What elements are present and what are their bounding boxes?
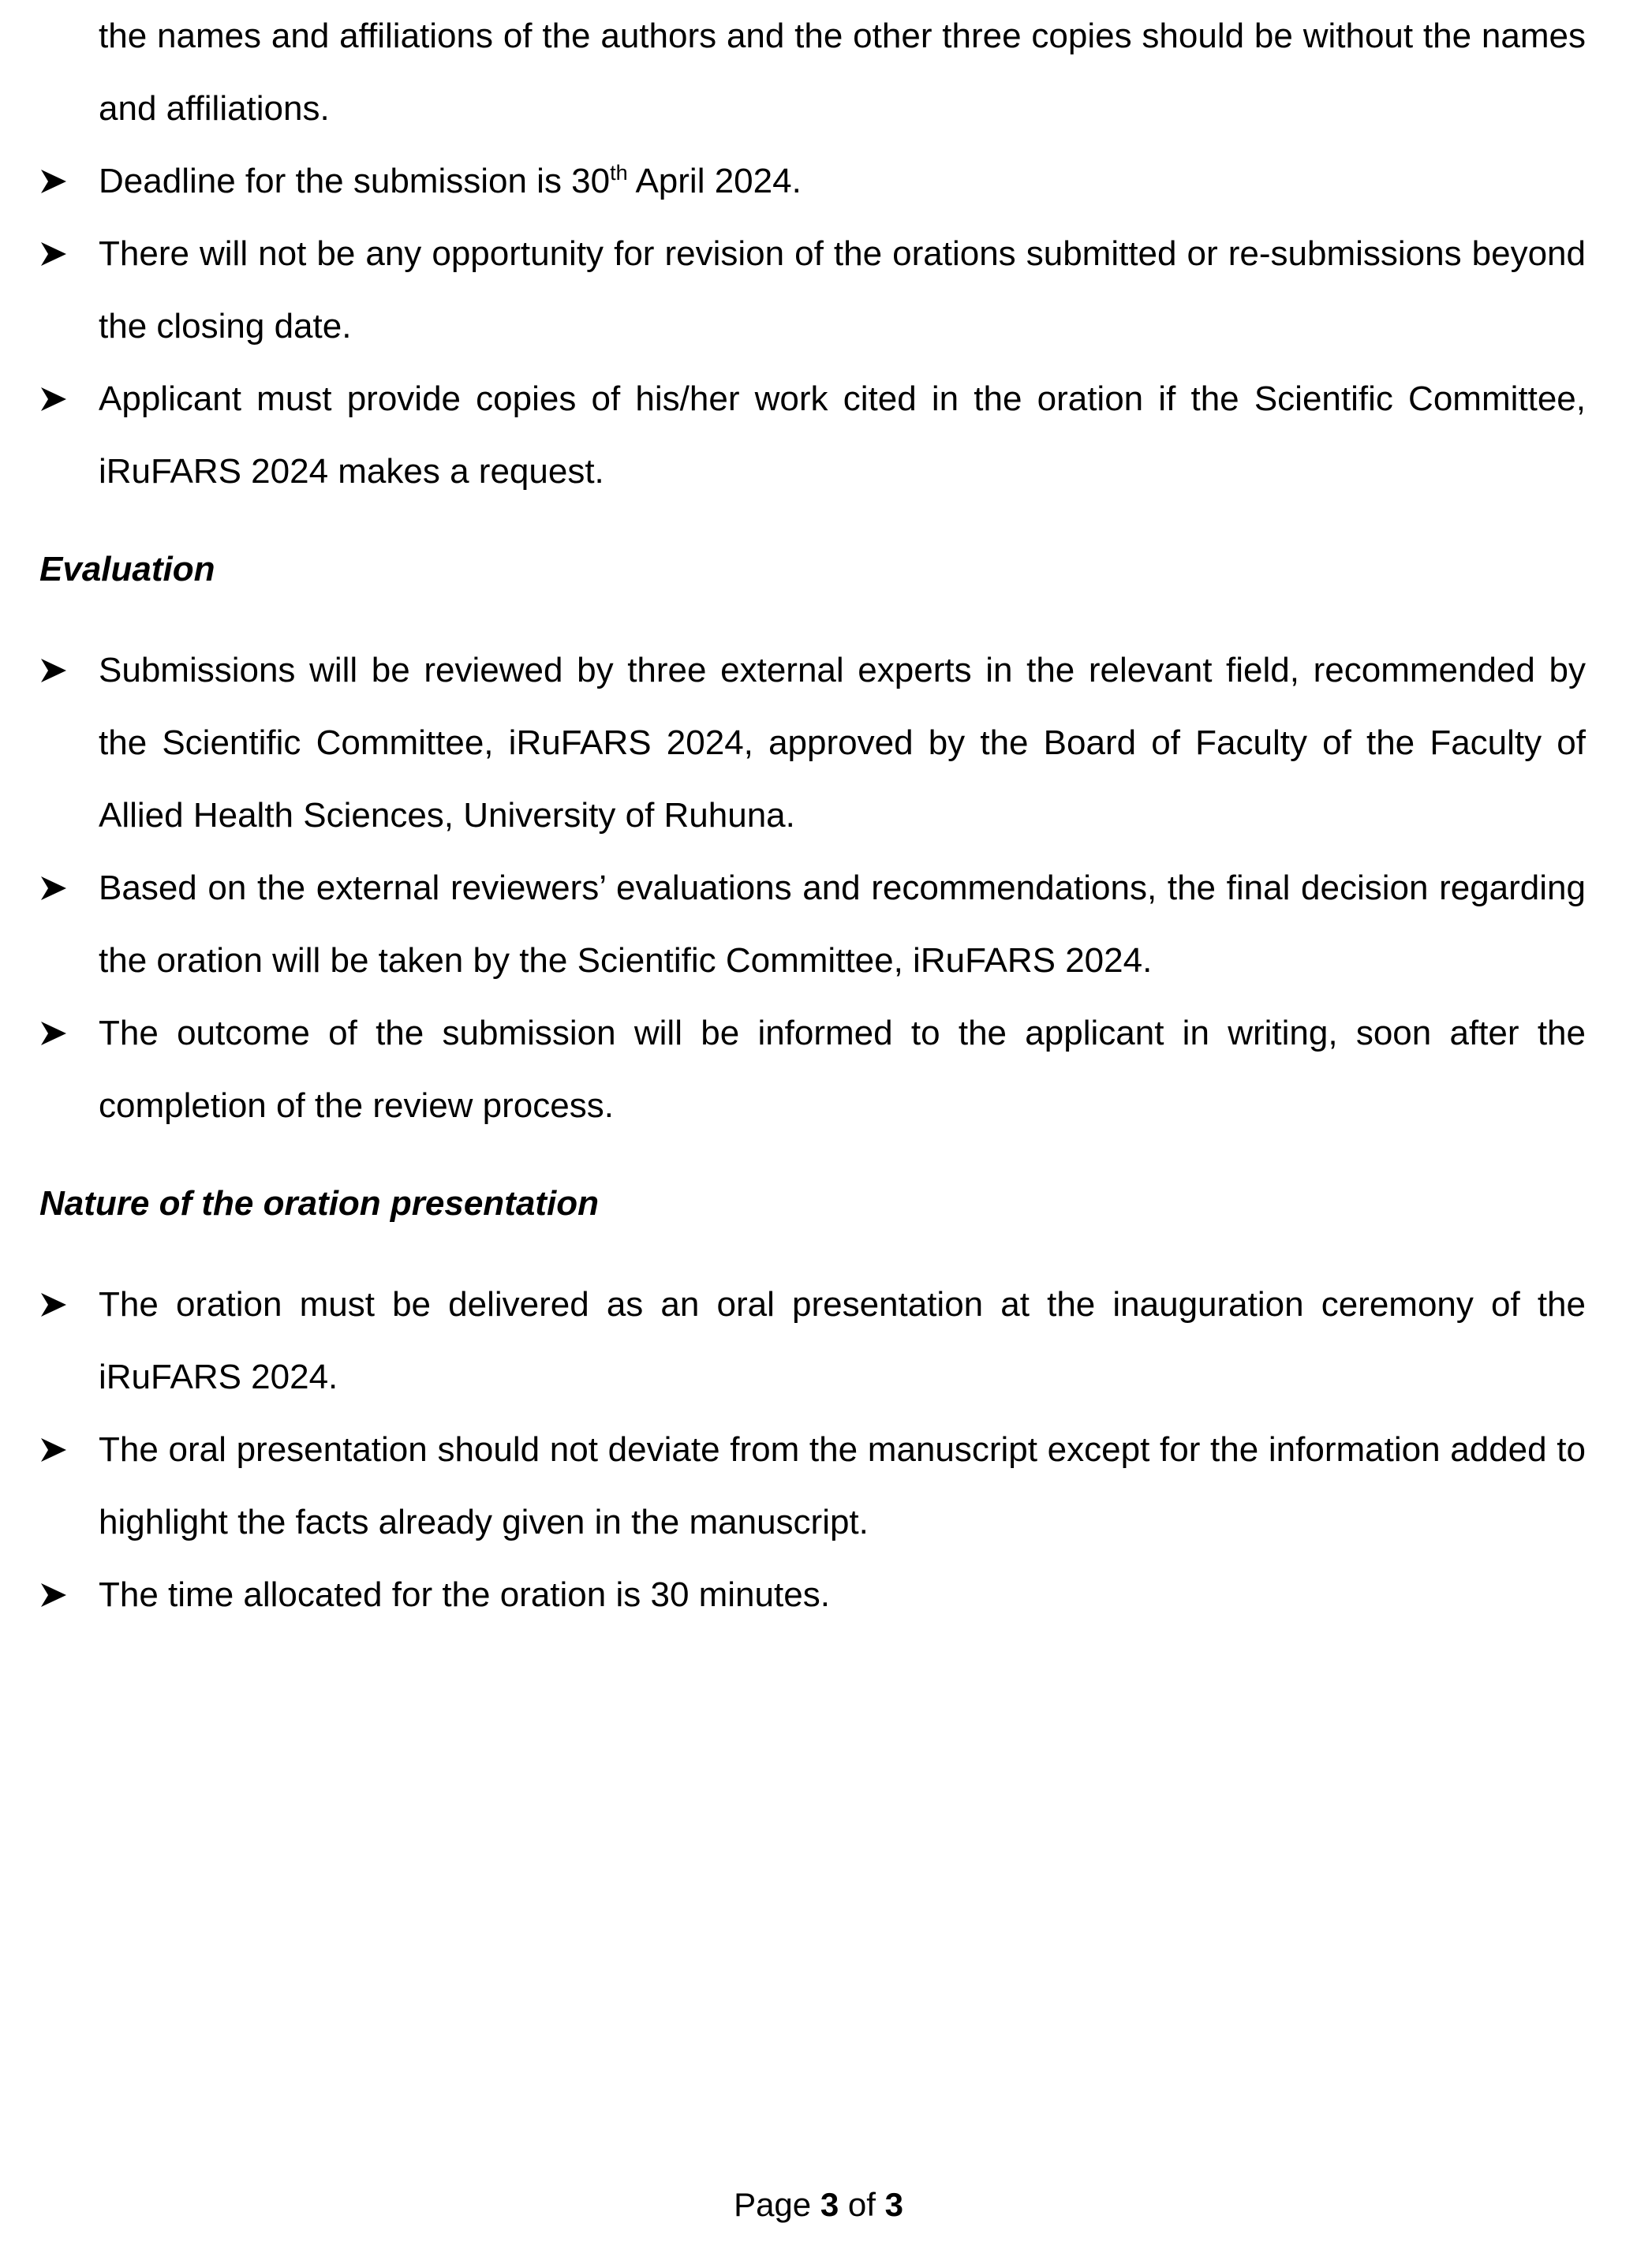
evaluation-item-decision: Based on the external reviewers’ evaluations and recommendations, the final decision regarding the oration will be taken by the Scientific Committee, iRuFARS 2024. (99, 869, 1586, 980)
arrowhead-bullet-icon (39, 241, 68, 267)
evaluation-list (0, 997, 1637, 1142)
footer-of-word: of (847, 2186, 876, 2223)
presentation-list (0, 1414, 1637, 1559)
revision-text: There will not be any opportunity for revision of the orations submitted or re-submissions beyond the closing date. (99, 234, 1586, 346)
list-item (99, 852, 1586, 997)
footer-total-pages: 3 (884, 2186, 903, 2223)
presentation-heading: Nature of the oration presentation (39, 1184, 599, 1223)
evaluation-heading: Evaluation (39, 550, 215, 588)
arrowhead-bullet-icon (39, 1020, 68, 1047)
deadline-text: Deadline for the submission is 30 (99, 162, 611, 200)
footer-page-word: Page (734, 2186, 812, 2223)
continued-text: the names and affiliations of the authors and the other three copies should be without the names and affiliations. (99, 17, 1586, 128)
arrowhead-bullet-icon (39, 168, 68, 195)
evaluation-item-outcome: The outcome of the submission will be informed to the applicant in writing, soon after the completion of the review process. (99, 1014, 1586, 1125)
arrowhead-bullet-icon (39, 1437, 68, 1463)
list-item (99, 1559, 1586, 1631)
evaluation-list (0, 634, 1637, 852)
presentation-item-manuscript: The oral presentation should not deviate from the manuscript except for the information added to highlight the facts already given in the manuscript. (99, 1430, 1586, 1541)
presentation-item-time: The time allocated for the oration is 30 minutes. (99, 1575, 830, 1614)
arrowhead-bullet-icon (39, 657, 68, 684)
list-item (99, 1414, 1586, 1559)
submission-list (0, 0, 1637, 145)
presentation-list (0, 1269, 1637, 1414)
arrowhead-bullet-icon (39, 875, 68, 902)
copies-text: Applicant must provide copies of his/her work cited in the oration if the Scientific Committee, iRuFARS 2024 makes a request. (99, 379, 1586, 491)
page-footer (0, 2181, 1637, 2229)
list-item (99, 218, 1586, 363)
list-item (99, 634, 1586, 852)
evaluation-item-reviewers: Submissions will be reviewed by three external experts in the relevant field, recommended by the Scientific Committee, iRuFARS 2024, approved by the Board of Faculty of the Faculty of Allied Health Sciences, University of Ruhuna. (99, 651, 1586, 835)
deadline-superscript: th (610, 161, 628, 185)
arrowhead-bullet-icon (39, 1291, 68, 1318)
deadline-suffix: April 2024. (627, 162, 802, 200)
submission-list (0, 145, 1637, 218)
footer-current-page: 3 (820, 2186, 839, 2223)
list-item (99, 145, 1586, 218)
arrowhead-bullet-icon (39, 1582, 68, 1609)
submission-list (0, 218, 1637, 363)
list-item (99, 997, 1586, 1142)
presentation-item-delivery: The oration must be delivered as an oral presentation at the inauguration ceremony of the iRuFARS 2024. (99, 1285, 1586, 1396)
submission-list (0, 363, 1637, 508)
presentation-list (0, 1559, 1637, 1631)
list-item (99, 1269, 1586, 1414)
list-item (99, 363, 1586, 508)
arrowhead-bullet-icon (39, 386, 68, 413)
evaluation-list (0, 852, 1637, 997)
list-item (99, 0, 1586, 145)
